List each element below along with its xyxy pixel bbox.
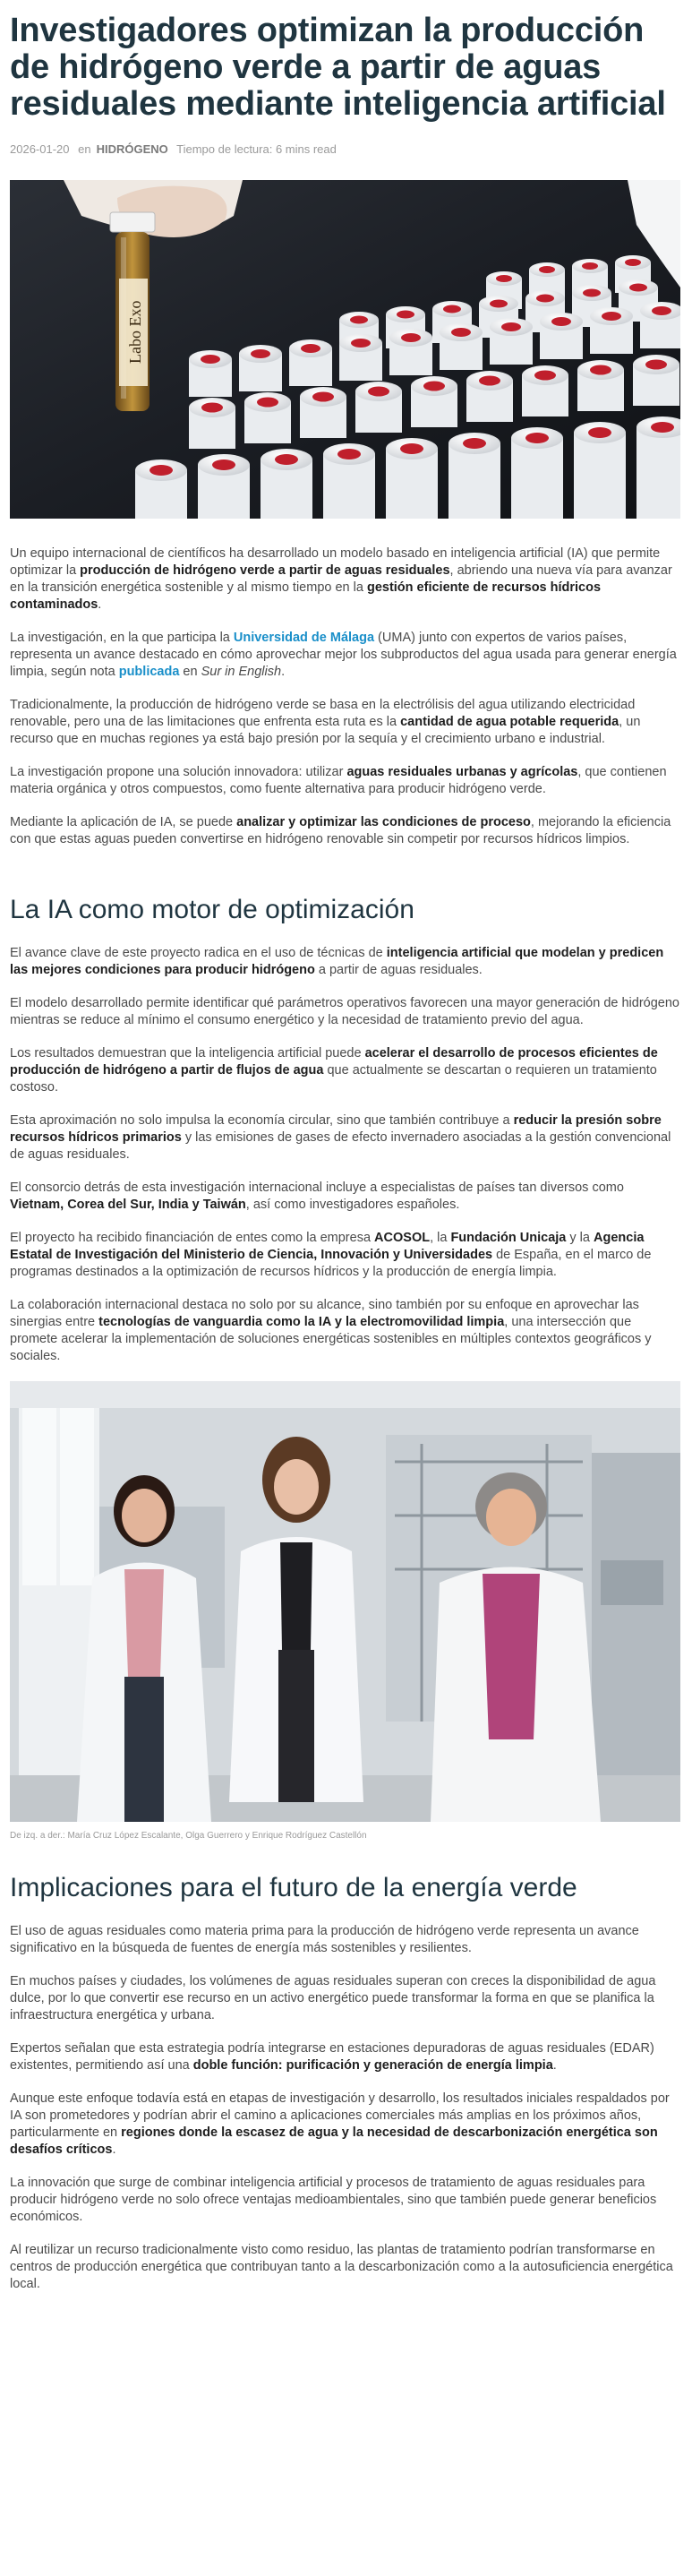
text-segment: , así como investigadores españoles. (245, 1198, 460, 1212)
text-segment: La innovación que surge de combinar inteligencia artificial y procesos de tratamiento de aguas residuales para producir hidrógeno verde no solo ofrece ventajas medioambientales, sino que también puede generar beneficios económicos. (10, 2176, 657, 2224)
researchers-photo (10, 1381, 680, 1822)
text-segment: Al reutilizar un recurso tradicionalmente visto como residuo, las plantas de tratamiento podrían transformarse en centros de producción energética que contribuyan tanto a la descarbonización como a la autosuficiencia energética local. (10, 2243, 673, 2291)
photo-caption: De izq. a der.: María Cruz López Escalante, Olga Guerrero y Enrique Rodríguez Castellón (10, 1831, 367, 1841)
paragraph (10, 1112, 681, 1163)
text-segment: , la (430, 1231, 451, 1245)
bold-text: tecnologías de vanguardia como la IA y la electromovilidad limpia (98, 1315, 505, 1329)
section-heading-ia: La IA como motor de optimización (10, 895, 414, 924)
paragraph (10, 995, 681, 1029)
paragraph (10, 2175, 681, 2226)
bold-text: cantidad de agua potable requerida (400, 715, 619, 729)
section1-body (10, 945, 681, 1365)
text-segment: que actualmente se descartan o requieren un tratamiento costoso. (10, 1063, 657, 1095)
bold-text: producción de hidrógeno verde a partir de aguas residuales (80, 563, 450, 578)
text-segment: El avance clave de este proyecto radica en el uso de técnicas de (10, 946, 387, 960)
paragraph (10, 545, 681, 614)
paragraph (10, 1297, 681, 1365)
publish-date: 2026-01-20 (10, 142, 70, 156)
text-segment: y la (566, 1231, 594, 1245)
article-title: Investigadores optimizan la producción de hidrógeno verde a partir de aguas residuales mediante inteligencia artificial (10, 12, 666, 123)
text-segment: Los resultados demuestran que la inteligencia artificial puede (10, 1046, 365, 1060)
text-segment: Tradicionalmente, la producción de hidrógeno verde se basa en la electrólisis del agua utilizando electricidad renovable, pero una de las limitaciones que enfrenta esta ruta es la (10, 698, 636, 729)
paragraph (10, 945, 681, 979)
article (0, 13, 692, 2293)
bold-text: inteligencia artificial que modelan y predicen las mejores condiciones para producir hidrógeno (10, 946, 664, 977)
bold-text: doble función: purificación y generación de energía limpia (192, 2058, 553, 2073)
bold-text: ACOSOL (374, 1231, 431, 1245)
paragraph (10, 630, 681, 681)
paragraph (10, 1230, 681, 1281)
section2-body (10, 1923, 681, 2293)
bold-text: Vietnam, Corea del Sur, India y Taiwán (10, 1198, 246, 1212)
text-segment: . (281, 665, 286, 679)
text-segment: de España, en el marco de programas destinados a la optimización de recursos hídricos y la producción de energía limpia. (10, 1248, 652, 1279)
hero-image-vials (10, 180, 680, 519)
section-heading-future: Implicaciones para el futuro de la energía verde (10, 1873, 577, 1902)
text-segment: La colaboración internacional destaca no solo por su alcance, sino también por su enfoque en aprovechar las sinergias entre (10, 1298, 639, 1329)
text-segment: . (112, 2142, 116, 2157)
text-segment: . (98, 597, 102, 612)
intro-section (10, 545, 681, 848)
vials-illustration (10, 180, 680, 519)
text-segment: , un recurso que en muchas regiones ya está bajo presión por la sequía y el crecimiento urbano e industrial. (10, 715, 641, 746)
category-link[interactable]: HIDRÓGENO (96, 142, 168, 156)
paragraph (10, 697, 681, 748)
paragraph (10, 814, 681, 848)
text-segment: , que contienen materia orgánica y otros compuestos, como fuente alternativa para producir hidrógeno verde. (10, 765, 667, 796)
lab-photo-illustration (10, 1381, 680, 1822)
text-segment: , una intersección que promete acelerar la implementación de soluciones energéticas sostenibles en múltiples contextos geográficos y sociales. (10, 1315, 652, 1363)
paragraph (10, 1180, 681, 1214)
text-segment: El modelo desarrollado permite identificar qué parámetros operativos favorecen una mayor generación de hidrógeno mientras se reduce al mínimo el consumo energético y la necesidad de tratamiento previo del agua. (10, 996, 679, 1027)
bold-text: reducir la presión sobre recursos hídricos primarios (10, 1113, 662, 1145)
text-segment: La investigación, en la que participa la (10, 631, 234, 645)
bold-text: aguas residuales urbanas y agrícolas (346, 765, 578, 779)
bold-text: analizar y optimizar las condiciones de proceso (236, 815, 531, 829)
text-segment: a partir de aguas residuales. (314, 963, 483, 977)
paragraph (10, 1045, 681, 1096)
paragraph (10, 2091, 681, 2159)
text-segment: Un equipo internacional de científicos ha desarrollado un modelo basado en inteligencia artificial (IA) que permite optimizar la (10, 546, 661, 578)
text-segment: Mediante la aplicación de IA, se puede (10, 815, 237, 829)
bold-text: Fundación Unicaja (450, 1231, 567, 1245)
text-segment: (UMA) junto con expertos de varios países, representa un avance destacado en cómo aprovechar mejor los subproductos del agua usada para generar energía limpia, según nota (10, 631, 677, 679)
text-segment: En muchos países y ciudades, los volúmenes de aguas residuales superan con creces la disponibilidad de agua dulce, por lo que convertir ese recurso en un activo energético puede transformar la forma en que se planifica la infraestructura energética y urbana. (10, 1974, 656, 2022)
text-segment: . (552, 2058, 557, 2073)
category-prefix: en (78, 142, 91, 156)
text-segment: en (179, 665, 201, 679)
reading-time: Tiempo de lectura: 6 mins read (176, 142, 337, 156)
text-segment: y las emisiones de gases de efecto invernadero asociadas a la gestión convencional de aguas residuales. (10, 1130, 671, 1162)
paragraph (10, 2040, 681, 2074)
article-meta (10, 142, 681, 157)
bold-text: gestión eficiente de recursos hídricos contaminados (10, 580, 602, 612)
text-segment: El uso de aguas residuales como materia prima para la producción de hidrógeno verde representa un avance significativo en la búsqueda de fuentes de energía más sostenibles y resilientes. (10, 1924, 639, 1955)
bold-text: acelerar el desarrollo de procesos eficientes de producción de hidrógeno a partir de flujos de agua (10, 1046, 658, 1078)
bold-text: Agencia Estatal de Investigación del Ministerio de Ciencia, Innovación y Universidades (10, 1231, 645, 1262)
text-segment: El consorcio detrás de esta investigación internacional incluye a especialistas de países tan diversos como (10, 1181, 624, 1195)
paragraph (10, 1923, 681, 1957)
text-segment: Expertos señalan que esta estrategia podría integrarse en estaciones depuradoras de aguas residuales (EDAR) existentes, permitiendo así una (10, 2041, 654, 2073)
italic-text: Sur in English (201, 665, 282, 679)
vial-label: Labo Exo (126, 300, 144, 364)
text-segment: , abriendo una nueva vía para avanzar en la transición energética sostenible y al mismo tiempo en la (10, 563, 672, 595)
text-segment: La investigación propone una solución innovadora: utilizar (10, 765, 347, 779)
text-segment: , mejorando la eficiencia con que estas aguas pueden convertirse en hidrógeno renovable sin competir por recursos hídricos limpios. (10, 815, 671, 846)
paragraph (10, 1973, 681, 2024)
text-segment: Aunque este enfoque todavía está en etapas de investigación y desarrollo, los resultados iniciales respaldados por IA son prometedores y podrían abrir el camino a aplicaciones comerciales más amplias en los próximos años, particularmente en (10, 2091, 670, 2140)
bold-text: regiones donde la escasez de agua y la necesidad de descarbonización energética son desafíos críticos (10, 2125, 658, 2157)
paragraph (10, 2242, 681, 2293)
text-segment: El proyecto ha recibido financiación de entes como la empresa (10, 1231, 375, 1245)
inline-link[interactable]: Universidad de Málaga (233, 631, 375, 645)
inline-link[interactable]: publicada (118, 665, 180, 679)
text-segment: Esta aproximación no solo impulsa la economía circular, sino que también contribuye a (10, 1113, 514, 1128)
paragraph (10, 764, 681, 798)
